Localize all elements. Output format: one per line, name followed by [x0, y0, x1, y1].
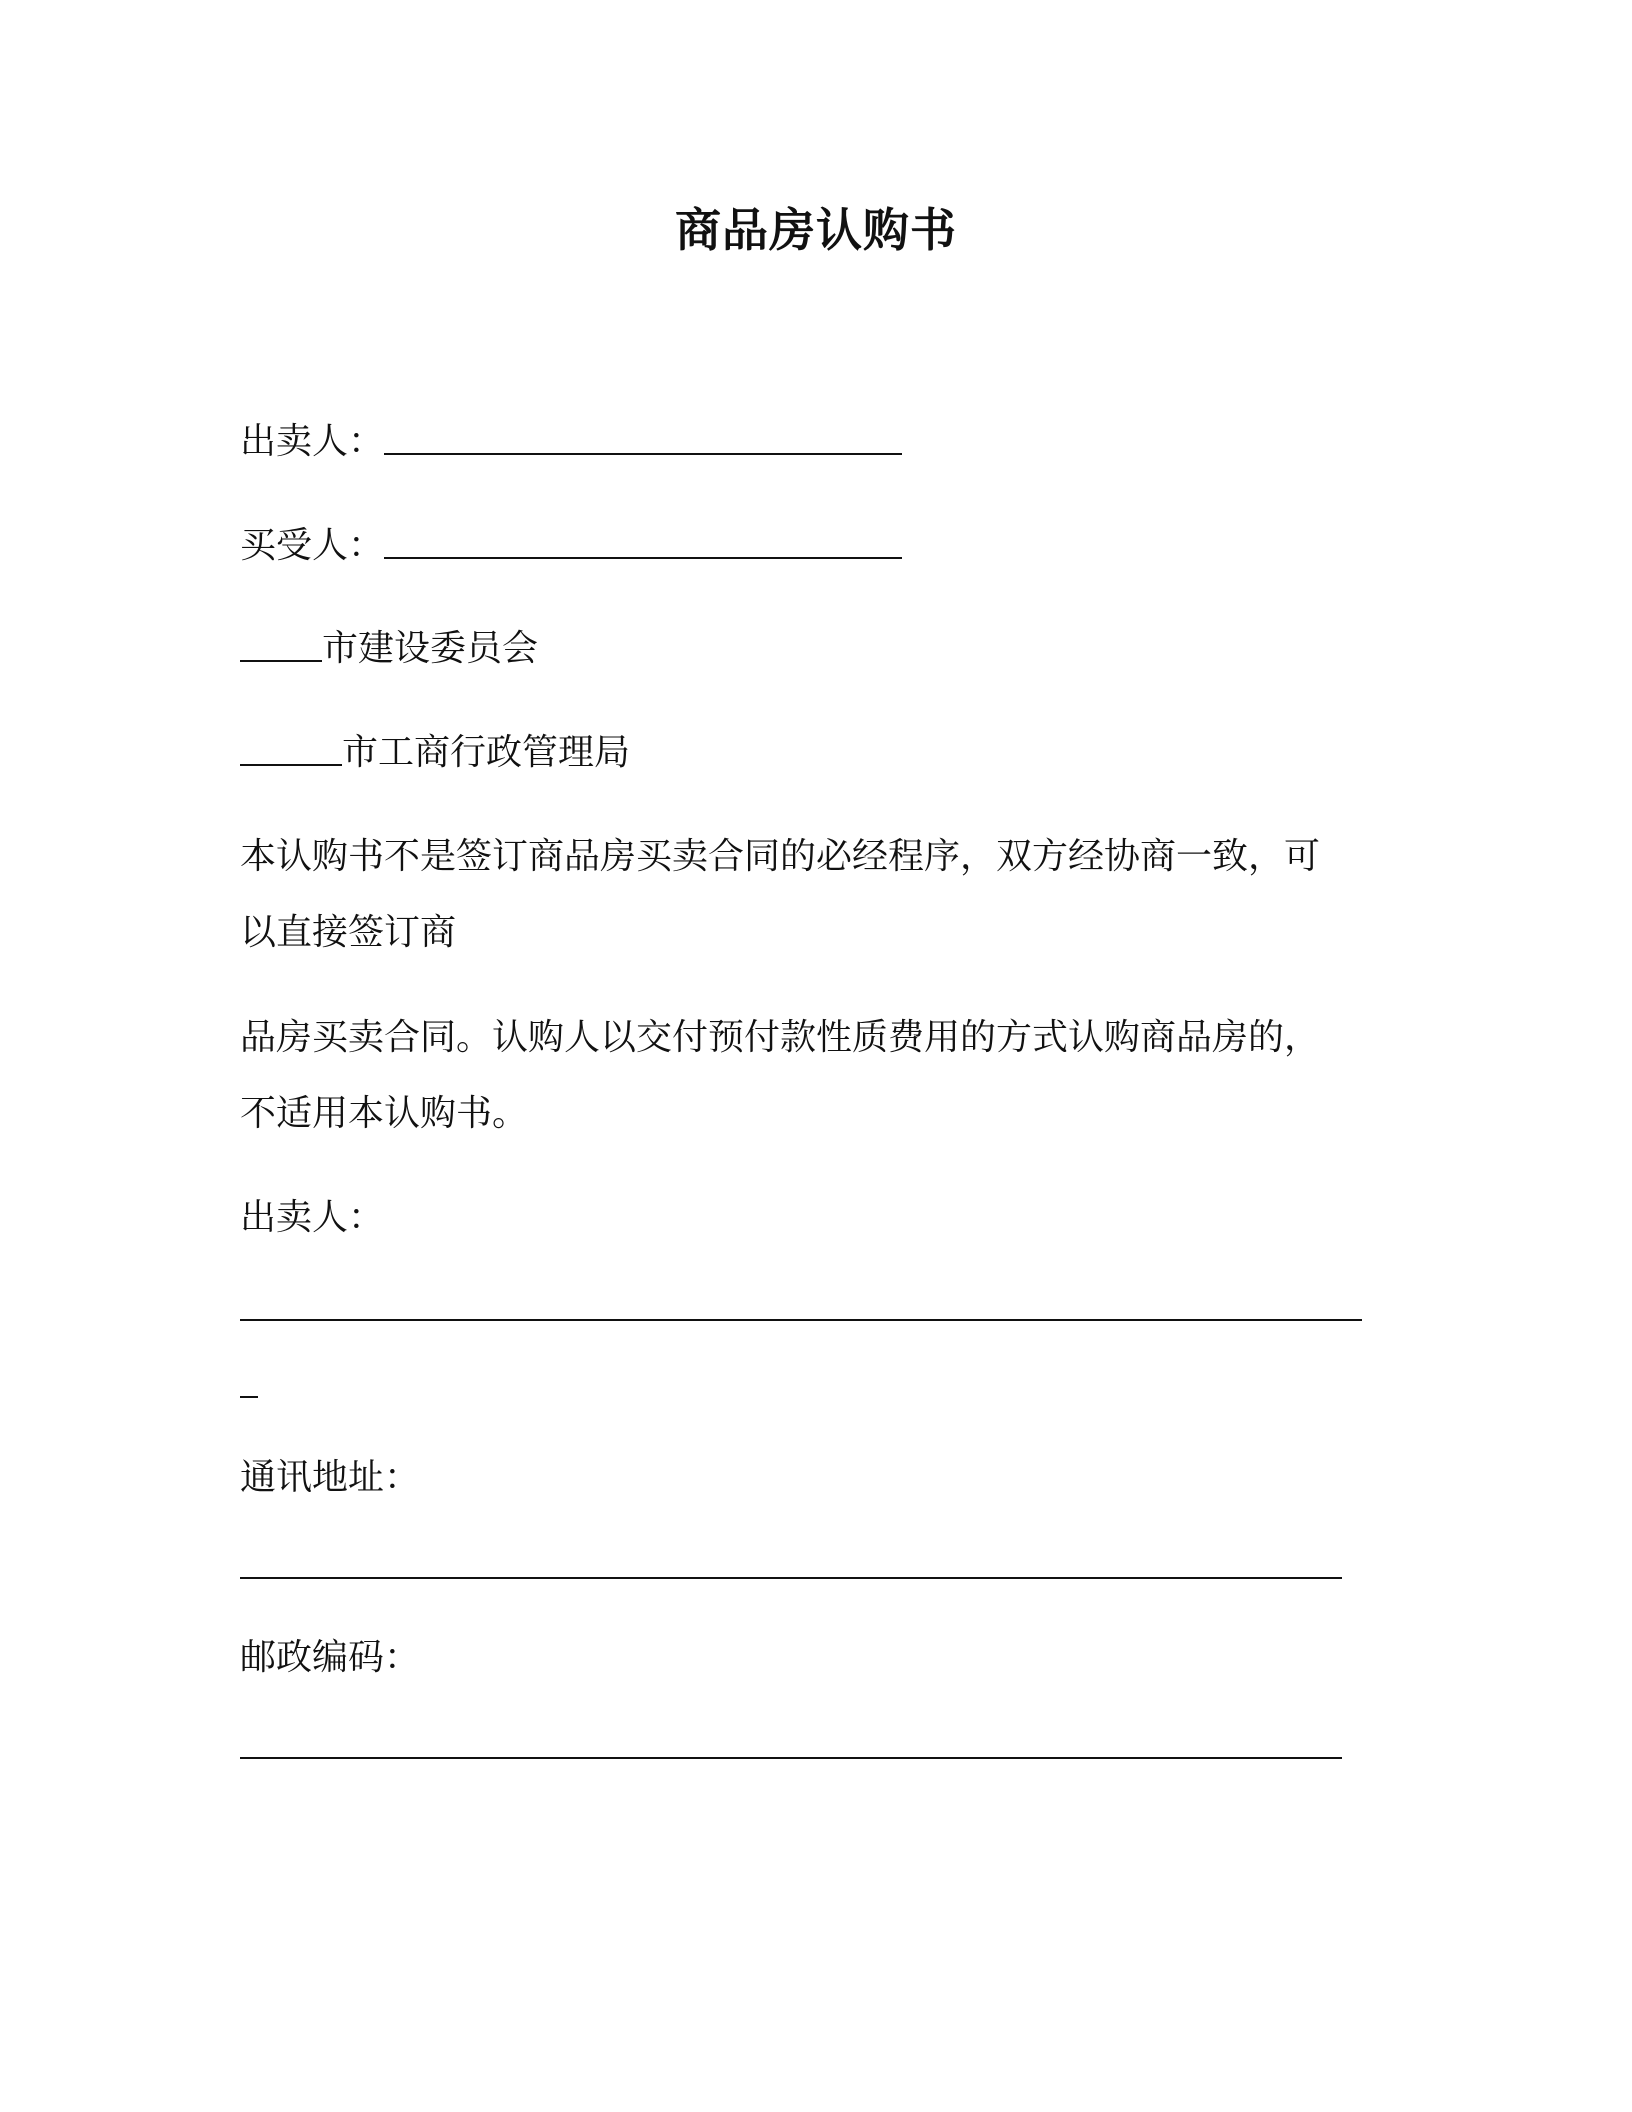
postcode-blank[interactable]	[240, 1757, 1342, 1759]
buyer-blank[interactable]	[384, 557, 902, 559]
postcode-label: 邮政编码：	[240, 1637, 421, 1678]
address-label: 通讯地址：	[240, 1457, 421, 1498]
seller-name-blank-continued[interactable]	[240, 1396, 258, 1398]
committee-line	[240, 627, 1390, 671]
seller-blank[interactable]	[384, 453, 902, 455]
seller-label-2: 出卖人：	[240, 1197, 385, 1238]
committee-city-blank[interactable]	[240, 660, 322, 662]
buyer-label: 买受人：	[240, 525, 385, 566]
notice-line-2: 以直接签订商	[240, 912, 457, 953]
seller-label: 出卖人：	[240, 421, 385, 462]
address-blank[interactable]	[240, 1577, 1342, 1579]
bureau-label: 市工商行政管理局	[342, 732, 631, 773]
document-title: 商品房认购书	[675, 203, 957, 257]
committee-label: 市建设委员会	[322, 628, 539, 669]
bureau-city-blank[interactable]	[240, 764, 342, 766]
buyer-line	[240, 524, 1390, 568]
notice-line-1: 本认购书不是签订商品房买卖合同的必经程序，双方经协商一致，可	[240, 836, 1321, 877]
notice-line-3: 品房买卖合同。认购人以交付预付款性质费用的方式认购商品房的，	[240, 1017, 1321, 1058]
bureau-line	[240, 731, 1390, 775]
seller-line	[240, 420, 1390, 464]
notice-line-4: 不适用本认购书。	[240, 1093, 529, 1134]
seller-name-blank[interactable]	[240, 1319, 1362, 1321]
